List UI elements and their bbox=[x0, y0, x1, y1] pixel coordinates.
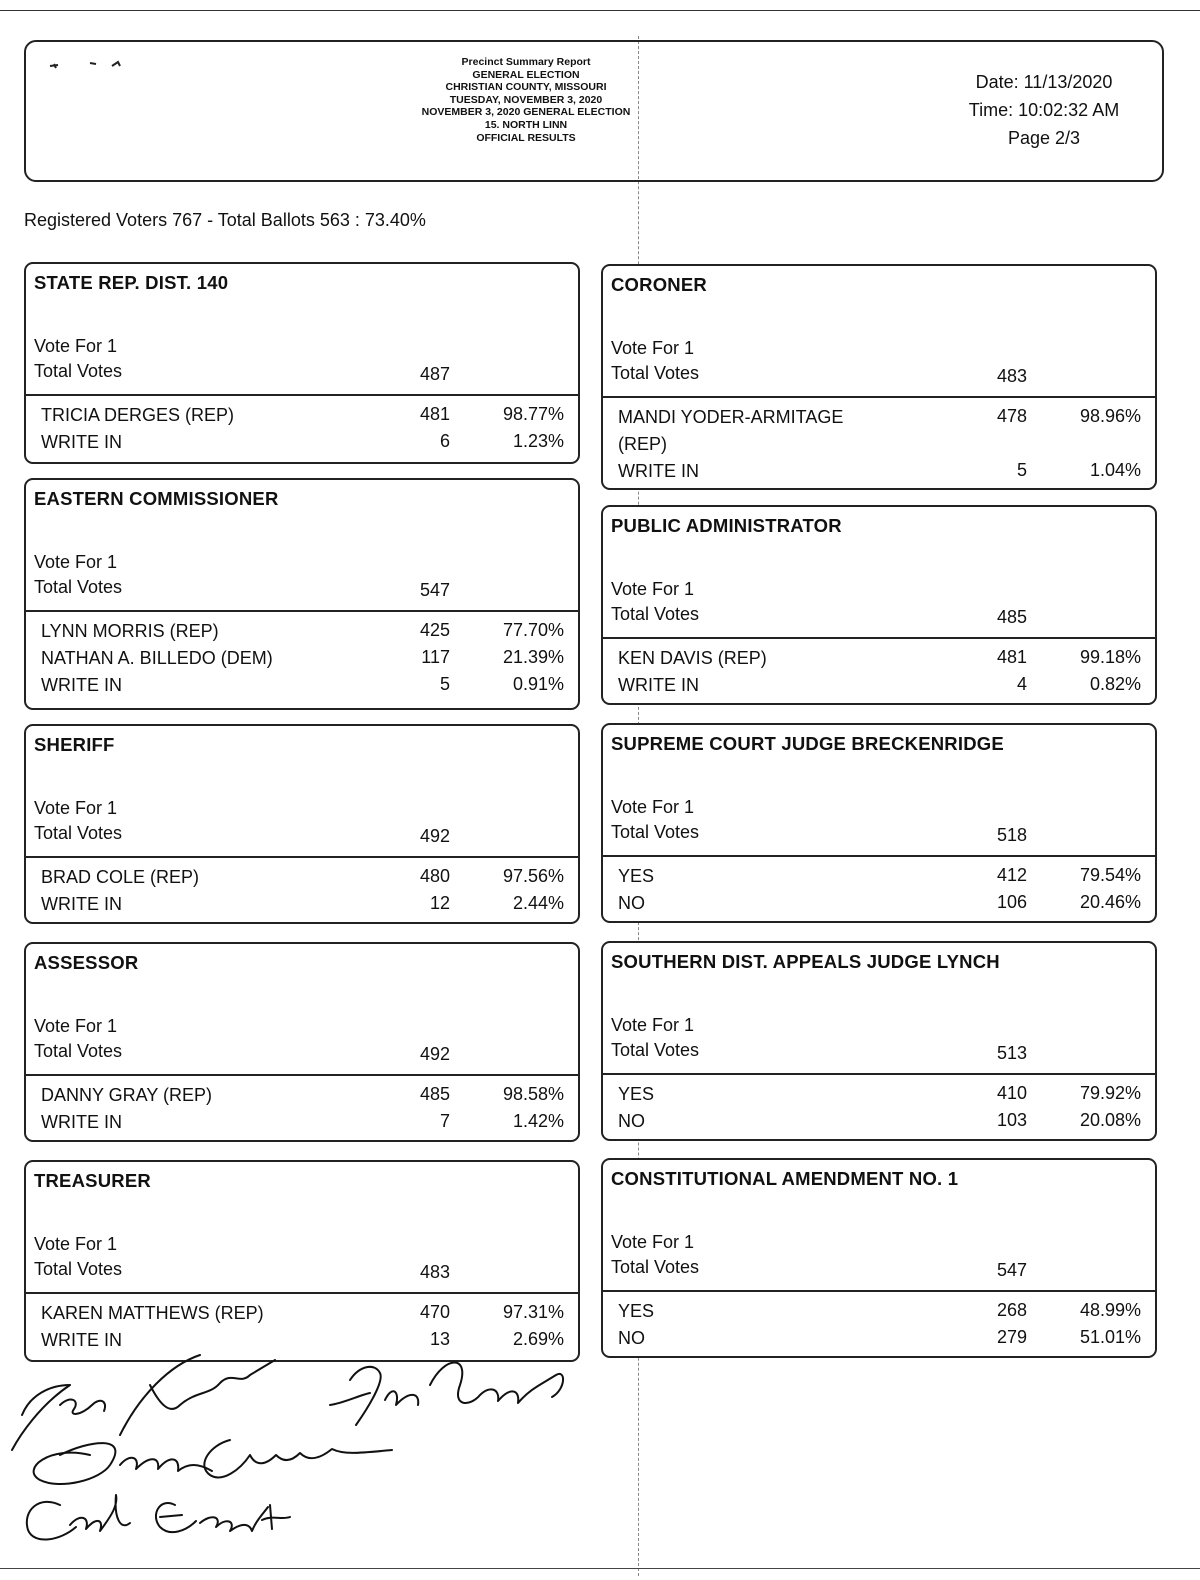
county-name: CHRISTIAN COUNTY, MISSOURI bbox=[445, 81, 607, 94]
candidate-percent: 0.82% bbox=[1089, 674, 1141, 694]
candidate-name: WRITE IN bbox=[618, 675, 699, 695]
candidate-row bbox=[26, 864, 578, 892]
signature-1 bbox=[12, 1355, 275, 1450]
candidate-name: WRITE IN bbox=[618, 461, 699, 481]
total-votes-label: Total Votes bbox=[611, 1257, 700, 1277]
candidate-votes: 425 bbox=[419, 620, 450, 640]
race-divider bbox=[26, 1292, 578, 1294]
candidate-name: KEN DAVIS (REP) bbox=[618, 648, 767, 668]
candidate-percent: 98.77% bbox=[502, 404, 564, 424]
candidate-row bbox=[603, 431, 1155, 459]
election-day: TUESDAY, NOVEMBER 3, 2020 bbox=[449, 93, 603, 106]
candidate-votes: 481 bbox=[419, 404, 450, 424]
total-votes-value: 492 bbox=[419, 826, 450, 846]
precinct-name: 15. NORTH LINN bbox=[484, 118, 568, 131]
signature-4 bbox=[27, 1495, 290, 1540]
candidate-votes: 481 bbox=[996, 647, 1027, 667]
candidate-row bbox=[603, 1325, 1155, 1353]
candidate-name: YES bbox=[618, 1301, 655, 1321]
candidate-votes: 470 bbox=[419, 1302, 450, 1322]
report-header bbox=[24, 40, 1164, 182]
report-title-block bbox=[371, 56, 681, 144]
report-date: Date: 11/13/2020 bbox=[975, 72, 1113, 92]
race-box-public-administrator bbox=[601, 505, 1157, 705]
candidate-percent: 97.56% bbox=[502, 866, 564, 886]
candidate-votes: 12 bbox=[429, 893, 450, 913]
total-votes-label: Total Votes bbox=[611, 822, 700, 842]
candidate-name: NO bbox=[618, 1111, 645, 1131]
candidate-name: WRITE IN bbox=[41, 675, 122, 695]
vote-for-label: Vote For 1 bbox=[34, 1234, 118, 1254]
scan-bottom-rule bbox=[0, 1568, 1200, 1569]
candidate-row bbox=[26, 645, 578, 673]
race-title: ASSESSOR bbox=[34, 952, 139, 973]
candidate-votes: 268 bbox=[996, 1300, 1027, 1320]
vote-for-label: Vote For 1 bbox=[611, 797, 695, 817]
candidate-percent: 1.23% bbox=[512, 431, 564, 451]
candidate-percent: 77.70% bbox=[502, 620, 564, 640]
candidate-percent: 98.96% bbox=[1079, 406, 1141, 426]
candidate-row bbox=[26, 1109, 578, 1137]
candidate-row bbox=[26, 1082, 578, 1110]
total-votes-label: Total Votes bbox=[34, 361, 123, 381]
candidate-row bbox=[603, 890, 1155, 918]
candidate-row bbox=[603, 672, 1155, 700]
candidate-percent: 97.31% bbox=[502, 1302, 564, 1322]
candidate-votes: 106 bbox=[996, 892, 1027, 912]
candidate-votes: 485 bbox=[419, 1084, 450, 1104]
election-name: NOVEMBER 3, 2020 GENERAL ELECTION bbox=[421, 106, 631, 119]
vote-for-label: Vote For 1 bbox=[34, 552, 118, 572]
candidate-votes: 7 bbox=[439, 1111, 450, 1131]
candidate-percent: 1.04% bbox=[1089, 460, 1141, 480]
candidate-percent: 0.91% bbox=[512, 674, 564, 694]
candidate-row bbox=[603, 1081, 1155, 1109]
candidate-votes: 412 bbox=[996, 865, 1027, 885]
candidate-name: NO bbox=[618, 1328, 645, 1348]
race-box-state-rep-dist-140 bbox=[24, 262, 580, 464]
race-title: SHERIFF bbox=[34, 734, 115, 755]
candidate-row bbox=[603, 1108, 1155, 1136]
candidate-votes: 117 bbox=[421, 647, 450, 667]
report-time: Time: 10:02:32 AM bbox=[968, 100, 1120, 120]
candidate-name: WRITE IN bbox=[41, 894, 122, 914]
total-votes-value: 487 bbox=[419, 364, 450, 384]
registered-voters-line: Registered Voters 767 - Total Ballots 563 : 73.40% bbox=[24, 210, 426, 230]
candidate-percent: 98.58% bbox=[502, 1084, 564, 1104]
candidate-votes: 480 bbox=[419, 866, 450, 886]
total-votes-value: 485 bbox=[996, 607, 1027, 627]
race-box-coroner bbox=[601, 264, 1157, 490]
candidate-percent: 21.39% bbox=[502, 647, 564, 667]
candidate-name: MANDI YODER-ARMITAGE bbox=[618, 407, 844, 427]
race-divider bbox=[603, 396, 1155, 398]
candidate-name: KAREN MATTHEWS (REP) bbox=[41, 1303, 264, 1323]
candidate-row bbox=[26, 672, 578, 700]
candidate-name: (REP) bbox=[618, 434, 667, 454]
race-box-southern-dist-appeals-judge-lynch bbox=[601, 941, 1157, 1141]
candidate-name: WRITE IN bbox=[41, 1330, 122, 1350]
race-divider bbox=[26, 610, 578, 612]
race-box-sheriff bbox=[24, 724, 580, 924]
total-votes-label: Total Votes bbox=[34, 1041, 123, 1061]
vote-for-label: Vote For 1 bbox=[611, 579, 695, 599]
candidate-row bbox=[603, 458, 1155, 486]
candidate-votes: 478 bbox=[996, 406, 1027, 426]
race-title: SOUTHERN DIST. APPEALS JUDGE LYNCH bbox=[611, 951, 1000, 972]
candidate-row bbox=[26, 618, 578, 646]
candidate-percent: 79.54% bbox=[1079, 865, 1141, 885]
candidate-percent: 20.46% bbox=[1079, 892, 1141, 912]
total-votes-value: 483 bbox=[996, 366, 1027, 386]
race-box-assessor bbox=[24, 942, 580, 1142]
candidate-votes: 5 bbox=[439, 674, 450, 694]
race-title: CONSTITUTIONAL AMENDMENT NO. 1 bbox=[611, 1168, 959, 1189]
race-divider bbox=[26, 856, 578, 858]
candidate-percent: 1.42% bbox=[512, 1111, 564, 1131]
total-votes-value: 492 bbox=[419, 1044, 450, 1064]
total-votes-label: Total Votes bbox=[34, 1259, 123, 1279]
candidate-row bbox=[26, 429, 578, 457]
candidate-row bbox=[603, 404, 1155, 432]
candidate-name: YES bbox=[618, 1084, 655, 1104]
total-votes-label: Total Votes bbox=[611, 1040, 700, 1060]
candidate-row bbox=[26, 402, 578, 430]
total-votes-label: Total Votes bbox=[611, 363, 700, 383]
report-title: Precinct Summary Report bbox=[461, 56, 591, 68]
candidate-name: LYNN MORRIS (REP) bbox=[41, 621, 219, 641]
vote-for-label: Vote For 1 bbox=[34, 1016, 118, 1036]
candidate-percent: 2.44% bbox=[512, 893, 564, 913]
candidate-name: NATHAN A. BILLEDO (DEM) bbox=[41, 648, 273, 668]
scan-specks-icon bbox=[46, 56, 146, 76]
candidate-name: WRITE IN bbox=[41, 432, 122, 452]
candidate-votes: 5 bbox=[1016, 460, 1027, 480]
report-meta bbox=[934, 68, 1154, 152]
race-divider bbox=[603, 1073, 1155, 1075]
signature-3 bbox=[34, 1440, 392, 1484]
race-box-eastern-commissioner bbox=[24, 478, 580, 710]
candidate-percent: 20.08% bbox=[1079, 1110, 1141, 1130]
candidate-votes: 4 bbox=[1016, 674, 1027, 694]
vote-for-label: Vote For 1 bbox=[611, 1015, 695, 1035]
candidate-name: TRICIA DERGES (REP) bbox=[41, 405, 235, 425]
race-title: CORONER bbox=[611, 274, 707, 295]
vote-for-label: Vote For 1 bbox=[34, 336, 118, 356]
candidate-percent: 48.99% bbox=[1079, 1300, 1141, 1320]
race-title: SUPREME COURT JUDGE BRECKENRIDGE bbox=[611, 733, 1004, 754]
candidate-percent: 51.01% bbox=[1079, 1327, 1141, 1347]
total-votes-value: 547 bbox=[996, 1260, 1027, 1280]
candidate-row bbox=[603, 645, 1155, 673]
vote-for-label: Vote For 1 bbox=[611, 338, 695, 358]
scan-top-rule bbox=[0, 10, 1200, 11]
candidate-name: WRITE IN bbox=[41, 1112, 122, 1132]
candidate-name: NO bbox=[618, 893, 645, 913]
candidate-votes: 13 bbox=[429, 1329, 450, 1349]
candidate-row bbox=[603, 863, 1155, 891]
page-number: Page 2/3 bbox=[1007, 128, 1081, 148]
race-box-constitutional-amendment-no-1 bbox=[601, 1158, 1157, 1358]
signatures bbox=[0, 1345, 600, 1565]
race-title: EASTERN COMMISSIONER bbox=[34, 488, 279, 509]
total-votes-value: 513 bbox=[996, 1043, 1027, 1063]
candidate-percent: 99.18% bbox=[1079, 647, 1141, 667]
race-divider bbox=[26, 1074, 578, 1076]
race-title: STATE REP. DIST. 140 bbox=[34, 272, 229, 293]
total-votes-label: Total Votes bbox=[611, 604, 700, 624]
candidate-votes: 6 bbox=[439, 431, 450, 451]
candidate-votes: 410 bbox=[996, 1083, 1027, 1103]
total-votes-value: 518 bbox=[996, 825, 1027, 845]
race-box-treasurer bbox=[24, 1160, 580, 1362]
election-type: GENERAL ELECTION bbox=[472, 68, 580, 81]
candidate-votes: 279 bbox=[996, 1327, 1027, 1347]
candidate-percent: 2.69% bbox=[512, 1329, 564, 1349]
race-divider bbox=[603, 855, 1155, 857]
candidate-name: YES bbox=[618, 866, 655, 886]
total-votes-value: 547 bbox=[419, 580, 450, 600]
total-votes-value: 483 bbox=[419, 1262, 450, 1282]
candidate-name: BRAD COLE (REP) bbox=[41, 867, 200, 887]
candidate-row bbox=[26, 1300, 578, 1328]
candidate-name: DANNY GRAY (REP) bbox=[41, 1085, 213, 1105]
candidate-row bbox=[603, 1298, 1155, 1326]
vote-for-label: Vote For 1 bbox=[611, 1232, 695, 1252]
total-votes-label: Total Votes bbox=[34, 577, 123, 597]
candidate-row bbox=[26, 891, 578, 919]
race-title: PUBLIC ADMINISTRATOR bbox=[611, 515, 842, 536]
race-box-supreme-court-judge-breckenridge bbox=[601, 723, 1157, 923]
vote-for-label: Vote For 1 bbox=[34, 798, 118, 818]
race-divider bbox=[26, 394, 578, 396]
candidate-percent: 79.92% bbox=[1079, 1083, 1141, 1103]
race-divider bbox=[603, 1290, 1155, 1292]
signature-2 bbox=[330, 1363, 563, 1426]
total-votes-label: Total Votes bbox=[34, 823, 123, 843]
race-title: TREASURER bbox=[34, 1170, 151, 1191]
candidate-votes: 103 bbox=[996, 1110, 1027, 1130]
results-status: OFFICIAL RESULTS bbox=[476, 131, 576, 144]
race-divider bbox=[603, 637, 1155, 639]
